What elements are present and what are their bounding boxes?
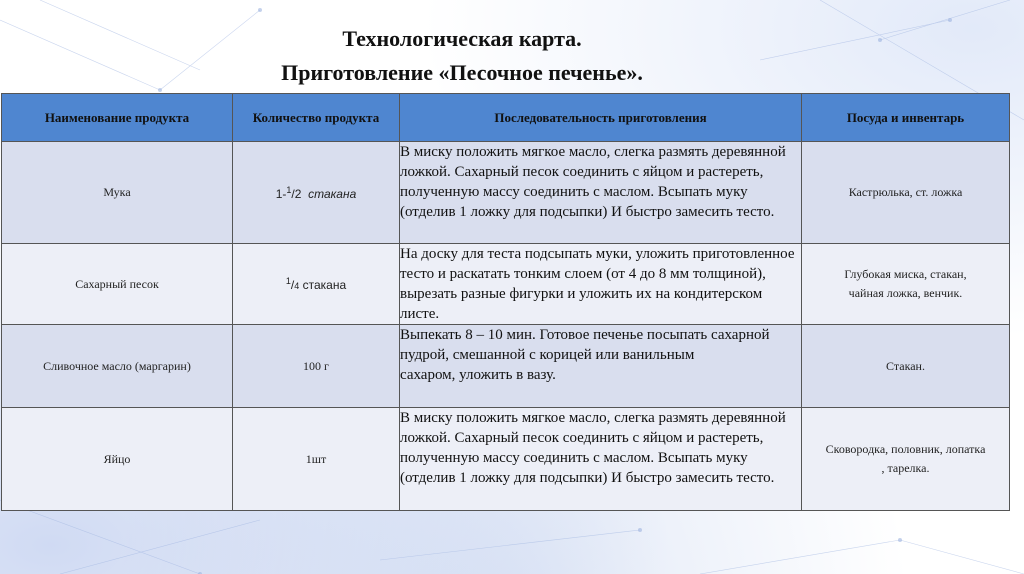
cell-product: Яйцо: [2, 408, 233, 511]
quantity-denominator: 4: [294, 281, 300, 291]
tools-line2: чайная ложка, венчик.: [848, 286, 963, 300]
cell-sequence: В миску положить мягкое масло, слегка размять деревянной ложкой. Сахарный песок соединить с яйцом и растереть, полученную массу соединить с маслом. Всыпать муку (отделив 1 ложку для подсыпки) И быстро замесить тесто.: [400, 408, 802, 511]
cell-quantity: 1-$^1$/2 стакана: [233, 142, 400, 244]
cell-sequence: На доску для теста подсыпать муки, уложить приготовленное тесто и раскатать тонким слоем (от 4 до 8 мм толщиной), вырезать разные фигурки и уложить их на кондитерском листе.: [400, 244, 802, 325]
table-row: [2, 325, 1010, 408]
cell-tools: [802, 408, 1010, 511]
cell-tools: Кастрюлька, ст. ложка: [802, 142, 1010, 244]
cell-product: Сливочное масло (маргарин): [2, 325, 233, 408]
cell-quantity: $^1$/4 стакана: [233, 244, 400, 325]
cell-tools: [802, 244, 1010, 325]
tech-card-table: [1, 93, 1010, 511]
table-header-row: [2, 94, 1010, 142]
table-row: [2, 142, 1010, 244]
header-product: Наименование продукта: [2, 94, 233, 142]
quantity-denominator: 2: [294, 186, 302, 201]
cell-tools: Стакан.: [802, 325, 1010, 408]
quantity-numerator: 1: [286, 184, 292, 195]
page-title-line1: Технологическая карта.: [342, 26, 582, 51]
cell-quantity: 100 г: [233, 325, 400, 408]
sequence-line1: Выпекать 8 – 10 мин. Готовое печенье посыпать сахарной пудрой, смешанной с корицей или ванильным: [400, 327, 770, 363]
tools-line1: Сковородка, половник, лопатка: [825, 442, 986, 456]
quantity-unit: стакана: [308, 186, 357, 201]
quantity-unit: стакана: [302, 278, 347, 292]
tools-line1: Глубокая миска, стакан,: [844, 267, 967, 281]
sequence-line2: сахаром, уложить в вазу.: [400, 367, 556, 383]
cell-sequence: В миску положить мягкое масло, слегка размять деревянной ложкой. Сахарный песок соединить с яйцом и растереть, полученную массу соединить с маслом. Всыпать муку (отделив 1 ложку для подсыпки) И быстро замесить тесто.: [400, 142, 802, 244]
header-sequence: Последовательность приготовления: [400, 94, 802, 142]
cell-product: Сахарный песок: [2, 244, 233, 325]
quantity-whole: 1-: [275, 186, 287, 201]
table-row: [2, 244, 1010, 325]
cell-quantity: 1шт: [233, 408, 400, 511]
quantity-numerator: 1: [285, 276, 291, 286]
header-tools: Посуда и инвентарь: [802, 94, 1010, 142]
page-title-line2: Приготовление «Песочное печенье».: [281, 60, 643, 85]
tools-line2: , тарелка.: [881, 461, 930, 475]
cell-sequence: [400, 325, 802, 408]
table-row: [2, 408, 1010, 511]
header-quantity: Количество продукта: [233, 94, 400, 142]
cell-product: Мука: [2, 142, 233, 244]
